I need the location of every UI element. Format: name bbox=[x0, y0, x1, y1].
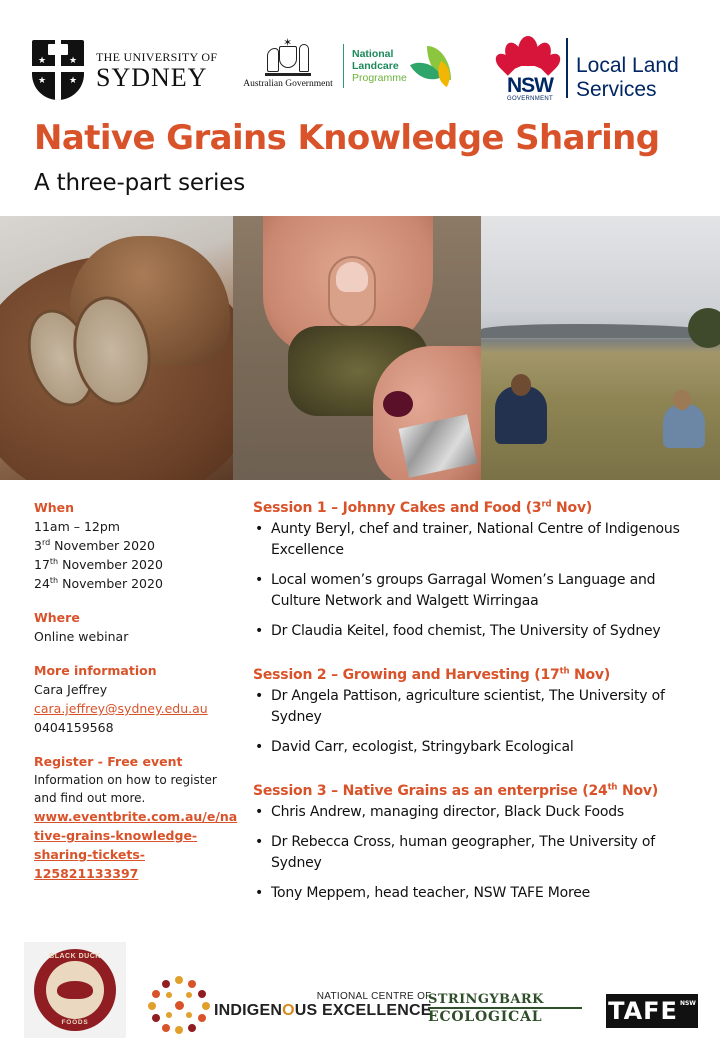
contact-email-link[interactable]: cara.jeffrey@sydney.edu.au bbox=[34, 701, 208, 716]
date-2: 17th November 2020 bbox=[34, 556, 163, 572]
session-2 bbox=[253, 664, 708, 758]
speaker-item: • Aunty Beryl, chef and trainer, National Centre of Indigenous Excellence bbox=[253, 519, 708, 561]
date-1: 3rd November 2020 bbox=[34, 537, 155, 553]
landcare-line2: Landcare bbox=[352, 60, 399, 72]
session-2-heading: Session 2 – Growing and Harvesting (17th Nov) bbox=[253, 666, 611, 683]
session-3 bbox=[253, 780, 708, 904]
speaker-item: • Chris Andrew, managing director, Black Duck Foods bbox=[253, 802, 708, 823]
eventbrite-link[interactable]: www.eventbrite.com.au/e/na tive-grains-knowledge- sharing-tickets- 125821133397 bbox=[34, 809, 238, 881]
more-info-heading: More information bbox=[34, 663, 157, 678]
tafe-label: TAFE bbox=[608, 997, 678, 1025]
stringybark-line2: ECOLOGICAL bbox=[428, 1009, 543, 1025]
national-landcare-logo bbox=[343, 44, 453, 88]
usyd-crest-icon: ★ ★ ★ ★ bbox=[32, 40, 84, 100]
where-heading: Where bbox=[34, 610, 80, 625]
session-3-heading: Session 3 – Native Grains as an enterprise (24th Nov) bbox=[253, 782, 659, 799]
duck-icon bbox=[57, 981, 93, 999]
foods-label: FOODS bbox=[61, 1019, 89, 1026]
nsw-label: NSW bbox=[507, 74, 553, 97]
contact-phone: 0404159568 bbox=[34, 720, 114, 735]
university-of-sydney-logo bbox=[32, 40, 217, 100]
ncie-line1: NATIONAL CENTRE OF bbox=[316, 990, 432, 1002]
usyd-name-line1: THE UNIVERSITY OF bbox=[96, 49, 218, 64]
landcare-line1: National bbox=[352, 48, 394, 60]
register-info-line2: and find out more. bbox=[34, 791, 146, 805]
register-info-line1: Information on how to register bbox=[34, 773, 217, 787]
contact-name: Cara Jeffrey bbox=[34, 682, 108, 697]
lls-line2: Services bbox=[576, 78, 657, 101]
session-1 bbox=[253, 497, 708, 642]
date-3: 24th November 2020 bbox=[34, 575, 163, 591]
ncie-logo bbox=[148, 976, 432, 1034]
register-heading: Register - Free event bbox=[34, 754, 183, 769]
nsw-government-label: GOVERNMENT bbox=[506, 96, 553, 102]
speaker-item: • Tony Meppem, head teacher, NSW TAFE Moree bbox=[253, 883, 708, 904]
ncie-line2: INDIGENOUS EXCELLENCE bbox=[214, 1001, 432, 1019]
page-subtitle: A three-part series bbox=[34, 170, 245, 196]
black-duck-foods-logo bbox=[24, 942, 126, 1038]
aus-gov-label: Australian Government bbox=[243, 79, 333, 89]
sessions bbox=[253, 497, 708, 926]
landcare-line3: Programme bbox=[352, 72, 407, 84]
where-value: Online webinar bbox=[34, 629, 129, 644]
stringybark-ecological-logo bbox=[428, 992, 582, 1025]
speaker-item: • David Carr, ecologist, Stringybark Ecological bbox=[253, 737, 708, 758]
landcare-leaf-icon bbox=[413, 46, 453, 86]
nsw-local-land-services-logo bbox=[498, 36, 679, 102]
speaker-item: • Dr Rebecca Cross, human geographer, The University of Sydney bbox=[253, 832, 708, 874]
dot-circle-icon bbox=[148, 976, 210, 1034]
session-1-heading: Session 1 – Johnny Cakes and Food (3rd Nov) bbox=[253, 499, 593, 516]
australian-government-logo bbox=[240, 37, 336, 89]
lls-line1: Local Land bbox=[576, 54, 679, 77]
johnny-cake-photo bbox=[233, 216, 481, 480]
speaker-item: • Local women’s groups Garragal Women’s Language and Culture Network and Walgett Wirringaa bbox=[253, 570, 708, 612]
grassland-photo bbox=[481, 216, 720, 480]
when-heading: When bbox=[34, 500, 75, 515]
speaker-item: • Dr Angela Pattison, agriculture scientist, The University of Sydney bbox=[253, 686, 708, 728]
page-title: Native Grains Knowledge Sharing bbox=[34, 118, 660, 158]
event-details bbox=[34, 498, 238, 898]
speaker-item: • Dr Claudia Keitel, food chemist, The University of Sydney bbox=[253, 621, 708, 642]
photo-strip bbox=[0, 216, 720, 480]
coat-of-arms-icon: ✶ bbox=[265, 40, 311, 78]
bread-photo bbox=[0, 216, 233, 480]
black-duck-label: BLACK DUCK bbox=[49, 953, 101, 960]
tafe-nsw-logo bbox=[606, 994, 698, 1028]
usyd-name-line2: SYDNEY bbox=[96, 62, 208, 92]
tafe-nsw-label: NSW bbox=[679, 1000, 696, 1007]
stringybark-line1: STRINGYBARK bbox=[428, 992, 582, 1009]
time-range: 11am – 12pm bbox=[34, 519, 120, 534]
waratah-icon bbox=[498, 36, 558, 76]
